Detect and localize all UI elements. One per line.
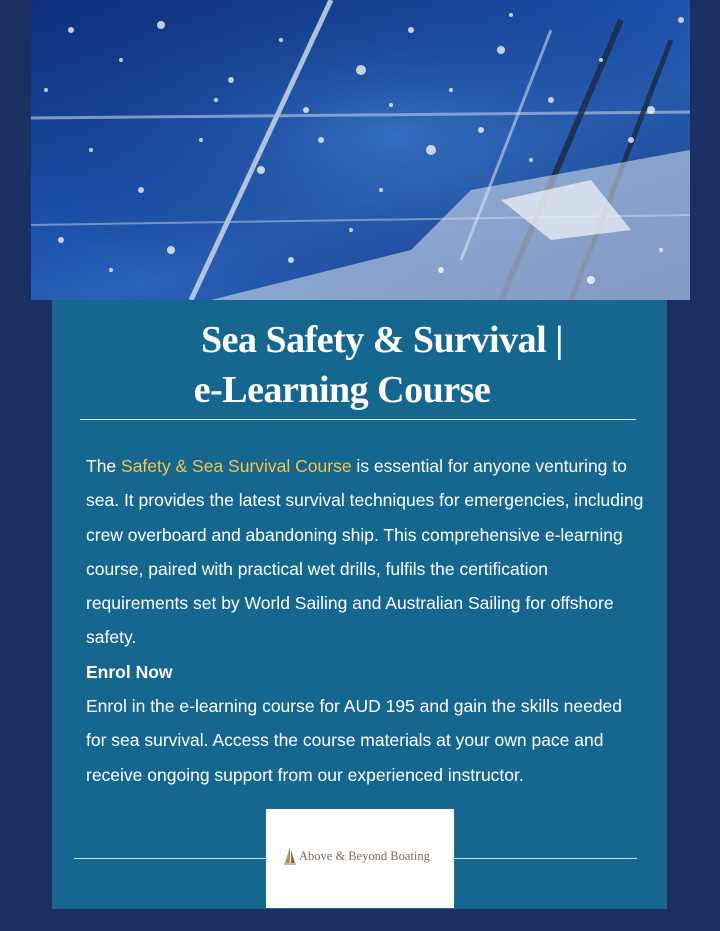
hero-image <box>31 0 690 300</box>
intro-prefix: The <box>86 456 122 476</box>
page-title-line1: Sea Safety & Survival | <box>200 319 564 361</box>
intro-suffix: is essential for anyone venturing to sea. It provides the latest survival techniques for emergencies, including crew overboard and abandoning ship. This comprehensive e-learning course, paired with practical wet drills, fulfils the certification requirements set by World Sailing and Australian Sailing for offshore safety. <box>86 456 644 648</box>
title-divider <box>80 419 636 420</box>
enrol-heading: Enrol Now <box>86 662 173 682</box>
brand-logo <box>266 809 454 908</box>
intro-paragraph <box>86 449 646 655</box>
enrol-paragraph: Enrol in the e-learning course for AUD 195 and gain the skills needed for sea survival. Access the course materials at your own pace and receive ongoing support from our experienced instructor. <box>86 696 623 785</box>
page-title-line2: e-Learning Course <box>193 369 491 411</box>
footer-divider-left <box>74 858 266 859</box>
footer-divider-right <box>454 858 637 859</box>
sail-icon <box>284 847 296 865</box>
course-name-highlight: Safety & Sea Survival Course <box>121 456 352 476</box>
sea-spray-photo <box>31 0 690 300</box>
logo-text: Above & Beyond Boating <box>299 849 430 863</box>
